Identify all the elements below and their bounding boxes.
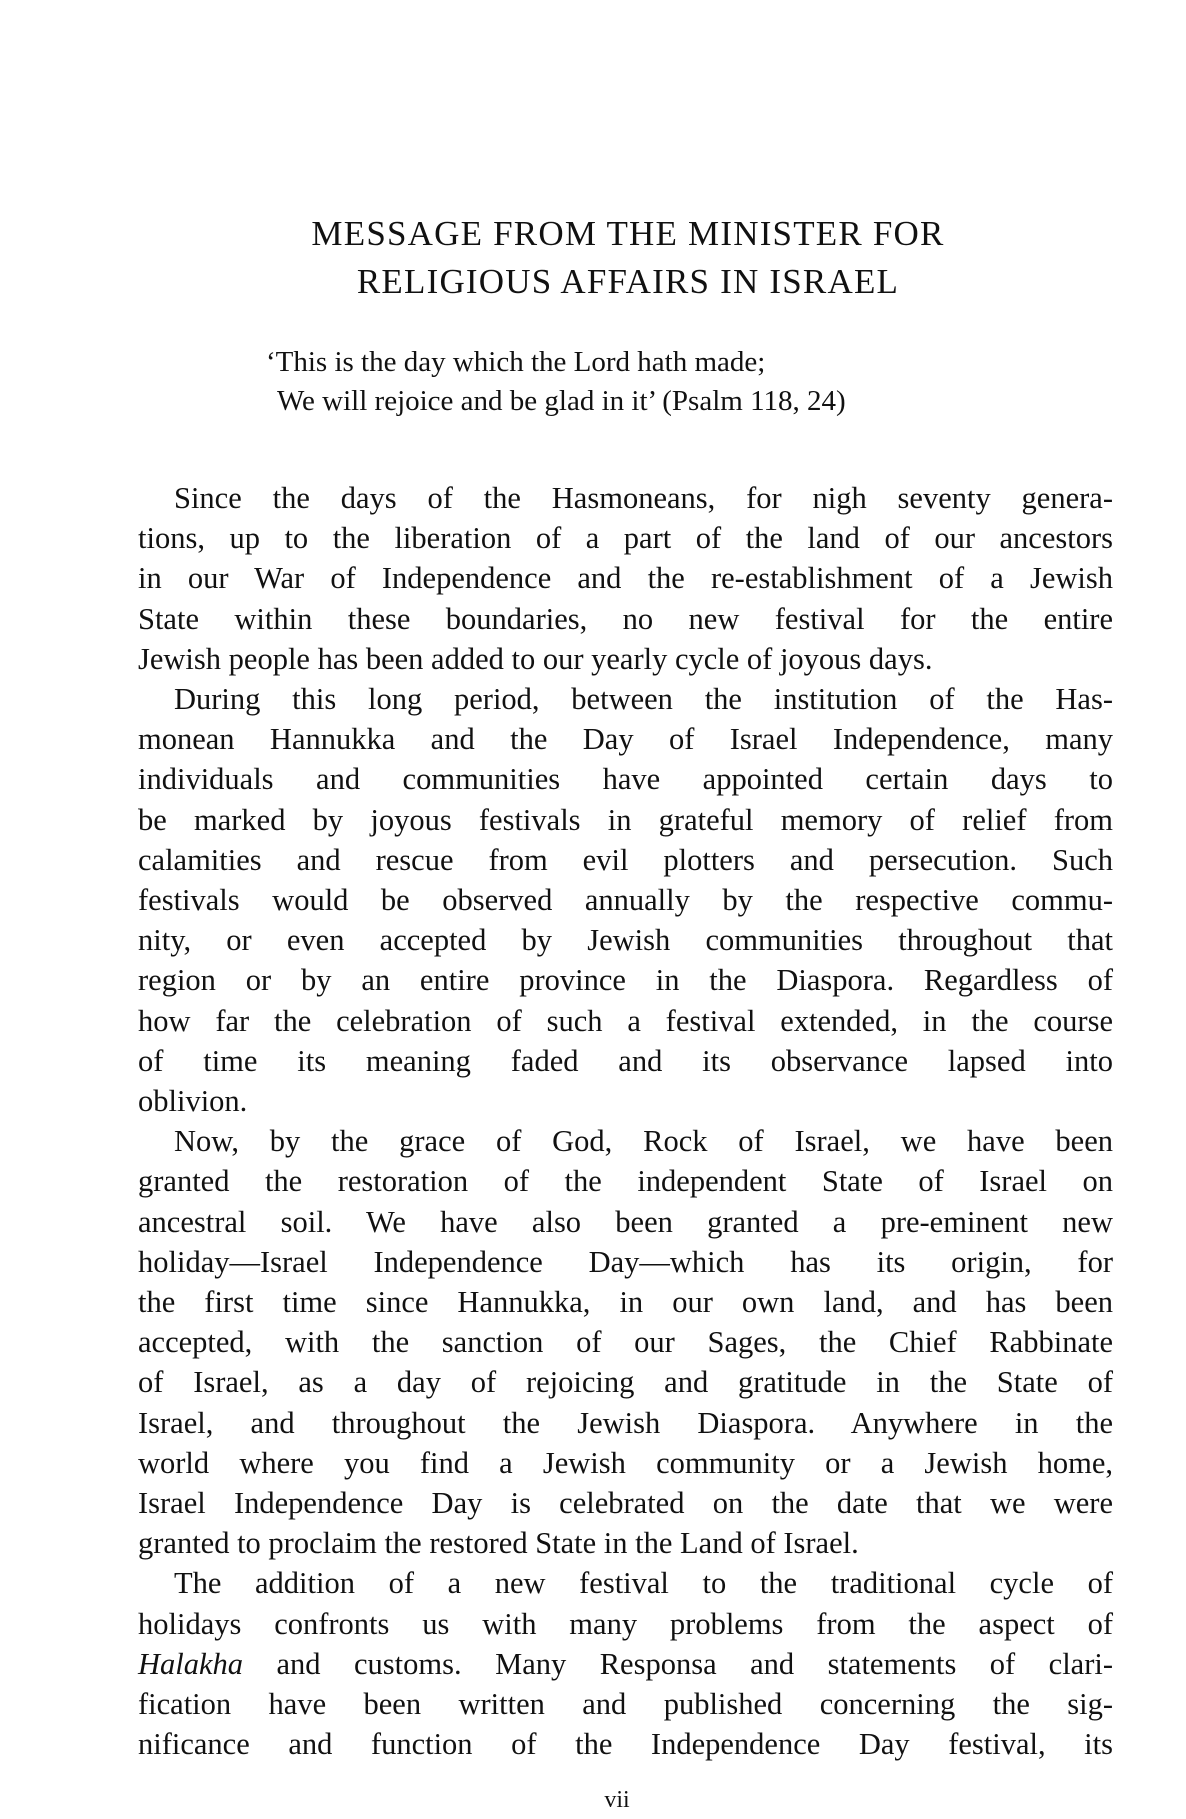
body-line xyxy=(138,1041,1113,1081)
body-line xyxy=(138,1282,1113,1322)
body-line xyxy=(138,1001,1113,1041)
body-line xyxy=(138,719,1113,759)
body-line-text: granted to proclaim the restored State in the Land of Israel. xyxy=(138,1526,859,1561)
body-line-text: the first time since Hannukka, in our own land, and has been xyxy=(138,1285,1113,1319)
body-line xyxy=(138,558,1113,598)
body-line xyxy=(138,840,1113,880)
body-line-text: nificance and function of the Independence Day festival, its xyxy=(138,1727,1113,1762)
body-line-text: in our War of Independence and the re-establishment of a Jewish xyxy=(138,561,1113,596)
body-line xyxy=(138,1604,1113,1644)
body-line xyxy=(174,679,1113,719)
body-line xyxy=(138,759,1113,799)
body-line xyxy=(138,1081,1113,1121)
body-line xyxy=(138,599,1113,639)
body-line-text: calamities and rescue from evil plotters and persecution. Such xyxy=(138,842,1113,877)
epigraph-line-1: ‘This is the day which the Lord hath made; xyxy=(266,346,766,378)
body-line-text: nity, or even accepted by Jewish communities throughout that xyxy=(138,923,1113,958)
body-line xyxy=(138,800,1113,840)
body-line xyxy=(138,518,1113,558)
body-line-text: ancestral soil. We have also been granted a pre-eminent new xyxy=(138,1204,1113,1239)
body-line xyxy=(138,920,1113,960)
body-line-text: State within these boundaries, no new festival for the entire xyxy=(138,601,1113,636)
body-line-text: of time its meaning faded and its observance lapsed into xyxy=(138,1043,1113,1078)
body-line-text: individuals and communities have appointed certain days to xyxy=(138,762,1113,797)
body-line-text: and customs. Many Responsa and statements of clari- xyxy=(243,1646,1113,1681)
body-line-text: oblivion. xyxy=(138,1084,248,1118)
body-line-text: of Israel, as a day of rejoicing and gratitude in the State of xyxy=(138,1365,1113,1400)
body-line xyxy=(138,1322,1113,1362)
body-line xyxy=(138,1202,1113,1242)
body-line-text: granted the restoration of the independent State of Israel on xyxy=(138,1164,1113,1199)
body-line xyxy=(138,1684,1113,1724)
body-line-text: how far the celebration of such a festival extended, in the course xyxy=(138,1003,1113,1038)
body-line-text: Israel, and throughout the Jewish Diaspora. Anywhere in the xyxy=(138,1405,1113,1440)
body-line xyxy=(138,1161,1113,1201)
body-line xyxy=(138,1443,1113,1483)
body-line-text: holiday—Israel Independence Day—which has its origin, for xyxy=(138,1244,1113,1279)
body-line-text: accepted, with the sanction of our Sages, the Chief Rabbinate xyxy=(138,1325,1113,1360)
body-line xyxy=(138,639,1113,679)
body-line-text: Israel Independence Day is celebrated on the date that we were xyxy=(138,1486,1113,1520)
body-line-text: festivals would be observed annually by the respective commu- xyxy=(138,883,1113,917)
body-line xyxy=(138,1362,1113,1402)
body-line-text: The addition of a new festival to the traditional cycle of xyxy=(174,1566,1113,1601)
body-line xyxy=(138,1644,1113,1684)
body-line-text: During this long period, between the institution of the Has- xyxy=(174,682,1113,716)
body-line xyxy=(138,1523,1113,1563)
body-line xyxy=(138,1403,1113,1443)
body-line-text: Now, by the grace of God, Rock of Israel, we have been xyxy=(174,1124,1113,1159)
body-line xyxy=(174,1563,1113,1603)
body-line-text: world where you find a Jewish community or a Jewish home, xyxy=(138,1445,1113,1480)
body-line xyxy=(174,1121,1113,1161)
body-line-text: be marked by joyous festivals in grateful memory of relief from xyxy=(138,802,1113,837)
body-line xyxy=(138,1483,1113,1523)
body-line xyxy=(138,1724,1113,1764)
body-line xyxy=(138,880,1113,920)
page-title-line-1: MESSAGE FROM THE MINISTER FOR xyxy=(311,214,945,253)
body-line-text: Jewish people has been added to our yearly cycle of joyous days. xyxy=(138,641,933,676)
body-line xyxy=(174,478,1113,518)
body-line-text: tions, up to the liberation of a part of the land of our ancestors xyxy=(138,521,1113,556)
body-line-text: fication have been written and published concerning the sig- xyxy=(138,1687,1113,1721)
page-title-line-2: RELIGIOUS AFFAIRS IN ISRAEL xyxy=(356,262,900,301)
italic-term: Halakha xyxy=(138,1646,244,1681)
body-line-text: Since the days of the Hasmoneans, for nigh seventy genera- xyxy=(174,481,1113,515)
body-line xyxy=(138,1242,1113,1282)
body-line xyxy=(138,960,1113,1000)
epigraph-line-2: We will rejoice and be glad in it’ (Psalm 118, 24) xyxy=(277,385,846,417)
body-line-text: monean Hannukka and the Day of Israel Independence, many xyxy=(138,722,1113,757)
body-line-text: region or by an entire province in the Diaspora. Regardless of xyxy=(138,963,1113,998)
page-number: vii xyxy=(604,1787,630,1813)
body-line-text: holidays confronts us with many problems from the aspect of xyxy=(138,1606,1113,1641)
